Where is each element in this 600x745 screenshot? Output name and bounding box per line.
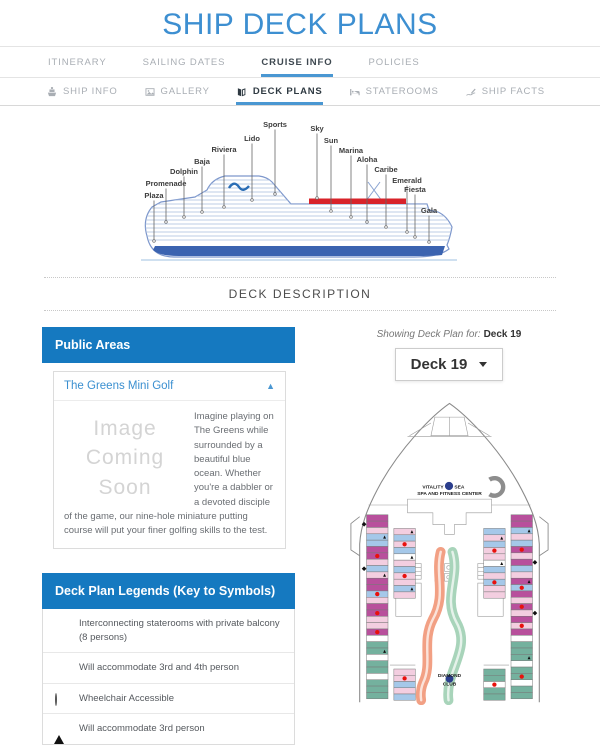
stateroom-cell[interactable] bbox=[393, 694, 414, 700]
deck-plan-figure bbox=[315, 387, 583, 710]
stateroom-cell[interactable] bbox=[483, 688, 504, 694]
public-area-accordion bbox=[53, 371, 286, 549]
red-circle-marker bbox=[519, 624, 523, 628]
stateroom-cell[interactable] bbox=[483, 592, 504, 598]
stateroom-cell[interactable] bbox=[511, 521, 532, 527]
tab-sailing-dates[interactable]: SAILING DATES bbox=[142, 56, 226, 68]
placeholder-line: Coming bbox=[85, 446, 165, 470]
highlighted-deck-bar bbox=[309, 199, 406, 205]
davit-crane bbox=[366, 182, 382, 201]
staterooms-icon bbox=[349, 86, 361, 98]
stateroom-cell[interactable] bbox=[366, 578, 387, 584]
stateroom-cell[interactable] bbox=[483, 541, 504, 547]
red-circle-marker bbox=[519, 674, 523, 678]
red-circle-marker bbox=[402, 574, 406, 578]
svg-text:Dolphin: Dolphin bbox=[170, 167, 198, 176]
stateroom-cell[interactable] bbox=[511, 534, 532, 540]
primary-tabs bbox=[0, 47, 600, 78]
chevron-down-icon bbox=[479, 362, 487, 367]
stateroom-cell[interactable] bbox=[511, 572, 532, 578]
hull-stripe bbox=[153, 246, 445, 256]
public-areas-column bbox=[42, 327, 295, 745]
stateroom-cell[interactable] bbox=[366, 642, 387, 648]
stateroom-cell[interactable] bbox=[393, 688, 414, 694]
subnav-label: STATEROOMS bbox=[365, 86, 439, 97]
stateroom-cell[interactable] bbox=[511, 616, 532, 622]
stateroom-cell[interactable] bbox=[366, 597, 387, 603]
red-circle-marker bbox=[402, 542, 406, 546]
stateroom-cell[interactable] bbox=[366, 680, 387, 686]
svg-text:SEA: SEA bbox=[453, 485, 464, 491]
red-circle-marker bbox=[375, 611, 379, 615]
stateroom-cell[interactable] bbox=[366, 566, 387, 572]
stateroom-cell[interactable] bbox=[366, 540, 387, 546]
red-circle-marker bbox=[492, 580, 496, 584]
stateroom-cell[interactable] bbox=[393, 669, 414, 675]
stateroom-cell[interactable] bbox=[483, 573, 504, 579]
stateroom-cell[interactable] bbox=[511, 686, 532, 692]
red-circle-marker bbox=[492, 548, 496, 552]
legend-row bbox=[43, 609, 294, 653]
red-circle-marker bbox=[375, 630, 379, 634]
cabin-column-port-inner bbox=[393, 528, 414, 598]
black-triangle-icon bbox=[54, 724, 64, 744]
spa-logo-dot bbox=[444, 482, 452, 490]
red-circle-marker bbox=[375, 554, 379, 558]
public-area-description: Imagine playing on The Greens while surrounded by a beautiful blue ocean. Whether you're a dabbler or a devoted disciple of the game, our nine-hole miniature putting course will put your finer golfing skills to the test. bbox=[64, 411, 274, 536]
showing-deck-plan-label bbox=[315, 329, 583, 340]
showing-prefix: Showing Deck Plan for: bbox=[376, 329, 481, 340]
stateroom-cell[interactable] bbox=[483, 528, 504, 534]
subnav-deck-plans[interactable] bbox=[236, 78, 323, 105]
page-header bbox=[0, 0, 600, 47]
stateroom-cell[interactable] bbox=[366, 527, 387, 533]
ship-facts-icon bbox=[465, 86, 477, 98]
subnav-staterooms[interactable] bbox=[349, 78, 439, 105]
stateroom-cell[interactable] bbox=[366, 546, 387, 552]
stateroom-cell[interactable] bbox=[393, 535, 414, 541]
stateroom-cell[interactable] bbox=[511, 661, 532, 667]
public-areas-header: Public Areas bbox=[42, 327, 295, 363]
deck-plan-column bbox=[315, 327, 583, 710]
ship-profile-figure bbox=[139, 114, 461, 271]
stateroom-cell[interactable] bbox=[511, 597, 532, 603]
open-circle-icon bbox=[55, 693, 57, 706]
subnav-label: GALLERY bbox=[160, 86, 210, 97]
stateroom-cell[interactable] bbox=[511, 591, 532, 597]
page-title: SHIP DECK PLANS bbox=[162, 8, 438, 41]
accordion-body bbox=[54, 401, 285, 548]
image-placeholder bbox=[64, 414, 186, 502]
stateroom-cell[interactable] bbox=[511, 553, 532, 559]
stateroom-cell[interactable] bbox=[483, 675, 504, 681]
stateroom-cell[interactable] bbox=[511, 610, 532, 616]
subnav-ship-info[interactable] bbox=[46, 78, 118, 105]
stateroom-cell[interactable] bbox=[511, 566, 532, 572]
red-circle-marker bbox=[519, 548, 523, 552]
stateroom-cell[interactable] bbox=[511, 629, 532, 635]
stateroom-cell[interactable] bbox=[366, 661, 387, 667]
stateroom-cell[interactable] bbox=[393, 567, 414, 573]
stateroom-cell[interactable] bbox=[483, 669, 504, 675]
svg-text:Sky: Sky bbox=[310, 124, 324, 133]
subnav-label: DECK PLANS bbox=[252, 86, 323, 97]
accordion-title: The Greens Mini Golf bbox=[64, 380, 174, 392]
cruise-info-subnav bbox=[0, 78, 600, 106]
current-deck: Deck 19 bbox=[483, 329, 522, 340]
svg-text:Fiesta: Fiesta bbox=[404, 185, 426, 194]
svg-text:Aloha: Aloha bbox=[356, 155, 378, 164]
stateroom-cell[interactable] bbox=[366, 673, 387, 679]
svg-text:Emerald: Emerald bbox=[392, 176, 422, 185]
content-columns bbox=[0, 311, 600, 745]
ship-icon bbox=[46, 86, 58, 98]
stateroom-cell[interactable] bbox=[511, 692, 532, 698]
svg-text:Promenade: Promenade bbox=[145, 179, 187, 188]
svg-text:Caribe: Caribe bbox=[374, 165, 398, 174]
stateroom-cell[interactable] bbox=[366, 667, 387, 673]
svg-text:Riviera: Riviera bbox=[211, 145, 237, 154]
stateroom-cell[interactable] bbox=[511, 559, 532, 565]
deck-selector-dropdown[interactable] bbox=[395, 348, 504, 381]
accordion-header[interactable] bbox=[54, 372, 285, 401]
stateroom-cell[interactable] bbox=[511, 515, 532, 521]
svg-text:VITALITY: VITALITY bbox=[421, 485, 444, 491]
red-circle-marker bbox=[519, 586, 523, 590]
svg-text:Baja: Baja bbox=[194, 157, 210, 166]
red-circle-marker bbox=[402, 676, 406, 680]
svg-text:CLUB: CLUB bbox=[442, 682, 456, 688]
stateroom-cell[interactable] bbox=[366, 515, 387, 521]
placeholder-line: Image bbox=[93, 417, 157, 440]
legend-list bbox=[42, 609, 295, 745]
subnav-label: SHIP FACTS bbox=[481, 86, 545, 97]
legends-header: Deck Plan Legends (Key to Symbols) bbox=[42, 573, 295, 609]
stateroom-cell[interactable] bbox=[483, 554, 504, 560]
svg-text:Sun: Sun bbox=[323, 136, 339, 145]
stateroom-cell[interactable] bbox=[366, 635, 387, 641]
legend-text: Interconnecting staterooms with private balcony (8 persons) bbox=[79, 618, 280, 644]
cabin-column-stbd-aft-inner bbox=[483, 669, 504, 700]
stateroom-cell[interactable] bbox=[483, 694, 504, 700]
section-heading: DECK DESCRIPTION bbox=[44, 277, 556, 311]
tab-itinerary[interactable]: ITINERARY bbox=[48, 56, 107, 68]
svg-text:Gala: Gala bbox=[420, 206, 438, 215]
stateroom-cell[interactable] bbox=[511, 540, 532, 546]
red-circle-marker bbox=[492, 682, 496, 686]
legend-text: Will accommodate 3rd person bbox=[79, 723, 205, 735]
gallery-icon bbox=[144, 86, 156, 98]
subnav-ship-facts[interactable] bbox=[465, 78, 545, 105]
deck-plans-icon bbox=[236, 86, 248, 98]
stateroom-cell[interactable] bbox=[366, 559, 387, 565]
legend-text: Wheelchair Accessible bbox=[79, 692, 175, 704]
tab-cruise-info[interactable]: CRUISE INFO bbox=[261, 47, 332, 77]
stateroom-cell[interactable] bbox=[393, 681, 414, 687]
svg-text:DIAMOND: DIAMOND bbox=[437, 673, 461, 679]
stateroom-cell[interactable] bbox=[366, 692, 387, 698]
stateroom-cell[interactable] bbox=[393, 547, 414, 553]
svg-text:Lido: Lido bbox=[244, 134, 260, 143]
stateroom-cell[interactable] bbox=[366, 686, 387, 692]
stateroom-cell[interactable] bbox=[511, 680, 532, 686]
subnav-gallery[interactable] bbox=[144, 78, 210, 105]
ship-profile-diagram bbox=[139, 114, 461, 266]
stateroom-cell[interactable] bbox=[511, 635, 532, 641]
stateroom-cell[interactable] bbox=[393, 560, 414, 566]
legend-row bbox=[43, 653, 294, 684]
red-circle-marker bbox=[375, 592, 379, 596]
chevron-up-icon[interactable]: ▲ bbox=[266, 380, 275, 391]
red-circle-marker bbox=[519, 605, 523, 609]
svg-text:Plaza: Plaza bbox=[144, 191, 164, 200]
stateroom-cell[interactable] bbox=[511, 648, 532, 654]
deck-plan-diagram bbox=[347, 387, 552, 705]
deck-selector-value: Deck 19 bbox=[410, 356, 468, 373]
svg-text:SPA AND FITNESS CENTER: SPA AND FITNESS CENTER bbox=[416, 492, 482, 498]
stateroom-cell[interactable] bbox=[366, 616, 387, 622]
placeholder-line: Soon bbox=[98, 475, 152, 499]
deck-label-sky bbox=[310, 124, 324, 199]
stateroom-cell[interactable] bbox=[511, 642, 532, 648]
stateroom-cell[interactable] bbox=[393, 579, 414, 585]
stateroom-cell[interactable] bbox=[366, 623, 387, 629]
subnav-label: SHIP INFO bbox=[63, 86, 118, 97]
svg-text:Marina: Marina bbox=[338, 146, 364, 155]
stateroom-cell[interactable] bbox=[511, 667, 532, 673]
stateroom-cell[interactable] bbox=[366, 654, 387, 660]
tab-policies[interactable]: POLICIES bbox=[368, 56, 420, 68]
stateroom-cell[interactable] bbox=[366, 521, 387, 527]
cabin-column-port-aft-inner bbox=[393, 669, 414, 700]
stateroom-cell[interactable] bbox=[483, 567, 504, 573]
svg-text:Sports: Sports bbox=[263, 120, 287, 129]
stateroom-cell[interactable] bbox=[366, 585, 387, 591]
port-sponson bbox=[350, 517, 359, 556]
stateroom-cell[interactable] bbox=[393, 592, 414, 598]
stateroom-cell[interactable] bbox=[366, 604, 387, 610]
stateroom-cell[interactable] bbox=[483, 586, 504, 592]
legend-row bbox=[43, 714, 294, 744]
legend-row bbox=[43, 684, 294, 715]
cabin-column-stbd-inner bbox=[483, 528, 504, 598]
legend-text: Will accommodate 3rd and 4th person bbox=[79, 661, 239, 673]
stbd-sponson bbox=[539, 517, 548, 556]
